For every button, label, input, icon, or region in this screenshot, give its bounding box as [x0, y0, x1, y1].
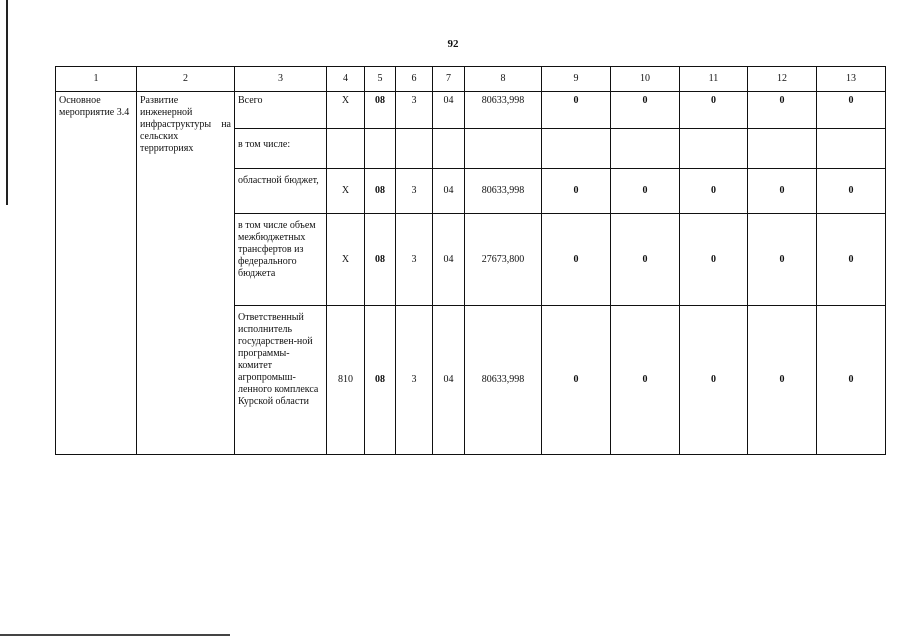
cell: 0	[680, 92, 748, 129]
col-header: 1	[56, 67, 137, 92]
cell	[327, 129, 365, 169]
cell: 0	[748, 92, 817, 129]
row-label: в том числе:	[235, 129, 327, 169]
col-header: 7	[433, 67, 465, 92]
cell: 08	[365, 306, 396, 455]
cell: 04	[433, 92, 465, 129]
col-header: 6	[396, 67, 433, 92]
cell: 80633,998	[465, 306, 542, 455]
event-cell: Основное мероприятие 3.4	[56, 92, 137, 455]
cell: Х	[327, 214, 365, 306]
cell: 0	[680, 214, 748, 306]
cell	[748, 129, 817, 169]
cell: 08	[365, 169, 396, 214]
cell: 0	[611, 92, 680, 129]
table-header-row	[56, 67, 886, 92]
table-row	[56, 92, 886, 129]
cell: 3	[396, 169, 433, 214]
cell: 3	[396, 92, 433, 129]
row-label: в том числе объем межбюджетных трансфертов из федерального бюджета	[235, 214, 327, 306]
cell	[542, 129, 611, 169]
cell	[365, 129, 396, 169]
col-header: 8	[465, 67, 542, 92]
cell: 0	[748, 169, 817, 214]
cell: 0	[680, 306, 748, 455]
cell: 0	[542, 306, 611, 455]
cell: 80633,998	[465, 92, 542, 129]
col-header: 3	[235, 67, 327, 92]
col-header: 11	[680, 67, 748, 92]
budget-table	[55, 66, 886, 455]
cell: 08	[365, 92, 396, 129]
cell: Х	[327, 92, 365, 129]
cell: 04	[433, 306, 465, 455]
cell: 27673,800	[465, 214, 542, 306]
cell: 0	[542, 214, 611, 306]
footnote-divider	[0, 634, 230, 636]
cell	[817, 129, 886, 169]
col-header: 9	[542, 67, 611, 92]
cell: 0	[817, 214, 886, 306]
cell: 04	[433, 169, 465, 214]
cell: 3	[396, 214, 433, 306]
cell	[465, 129, 542, 169]
col-header: 13	[817, 67, 886, 92]
cell: 0	[748, 214, 817, 306]
cell	[680, 129, 748, 169]
cell: 0	[817, 306, 886, 455]
left-margin-line	[6, 0, 8, 205]
col-header: 4	[327, 67, 365, 92]
cell: 0	[748, 306, 817, 455]
cell	[396, 129, 433, 169]
cell: Х	[327, 169, 365, 214]
cell: 3	[396, 306, 433, 455]
cell: 0	[611, 169, 680, 214]
cell: 0	[680, 169, 748, 214]
cell: 08	[365, 214, 396, 306]
page-number: 92	[447, 38, 459, 50]
col-header: 10	[611, 67, 680, 92]
direction-cell: Развитие инженерной инфраструктуры на сельских территориях	[137, 92, 235, 455]
row-label: Всего	[235, 92, 327, 129]
cell: 0	[542, 92, 611, 129]
col-header: 12	[748, 67, 817, 92]
cell: 0	[817, 92, 886, 129]
cell: 04	[433, 214, 465, 306]
cell: 0	[817, 169, 886, 214]
cell	[433, 129, 465, 169]
cell: 0	[611, 306, 680, 455]
row-label: областной бюджет,	[235, 169, 327, 214]
row-label: Ответственный исполнитель государствен-ной программы-комитет агропромыш-ленного комплекса Курской области	[235, 306, 327, 455]
col-header: 5	[365, 67, 396, 92]
col-header: 2	[137, 67, 235, 92]
cell: 0	[542, 169, 611, 214]
cell: 810	[327, 306, 365, 455]
cell: 80633,998	[465, 169, 542, 214]
cell	[611, 129, 680, 169]
cell: 0	[611, 214, 680, 306]
